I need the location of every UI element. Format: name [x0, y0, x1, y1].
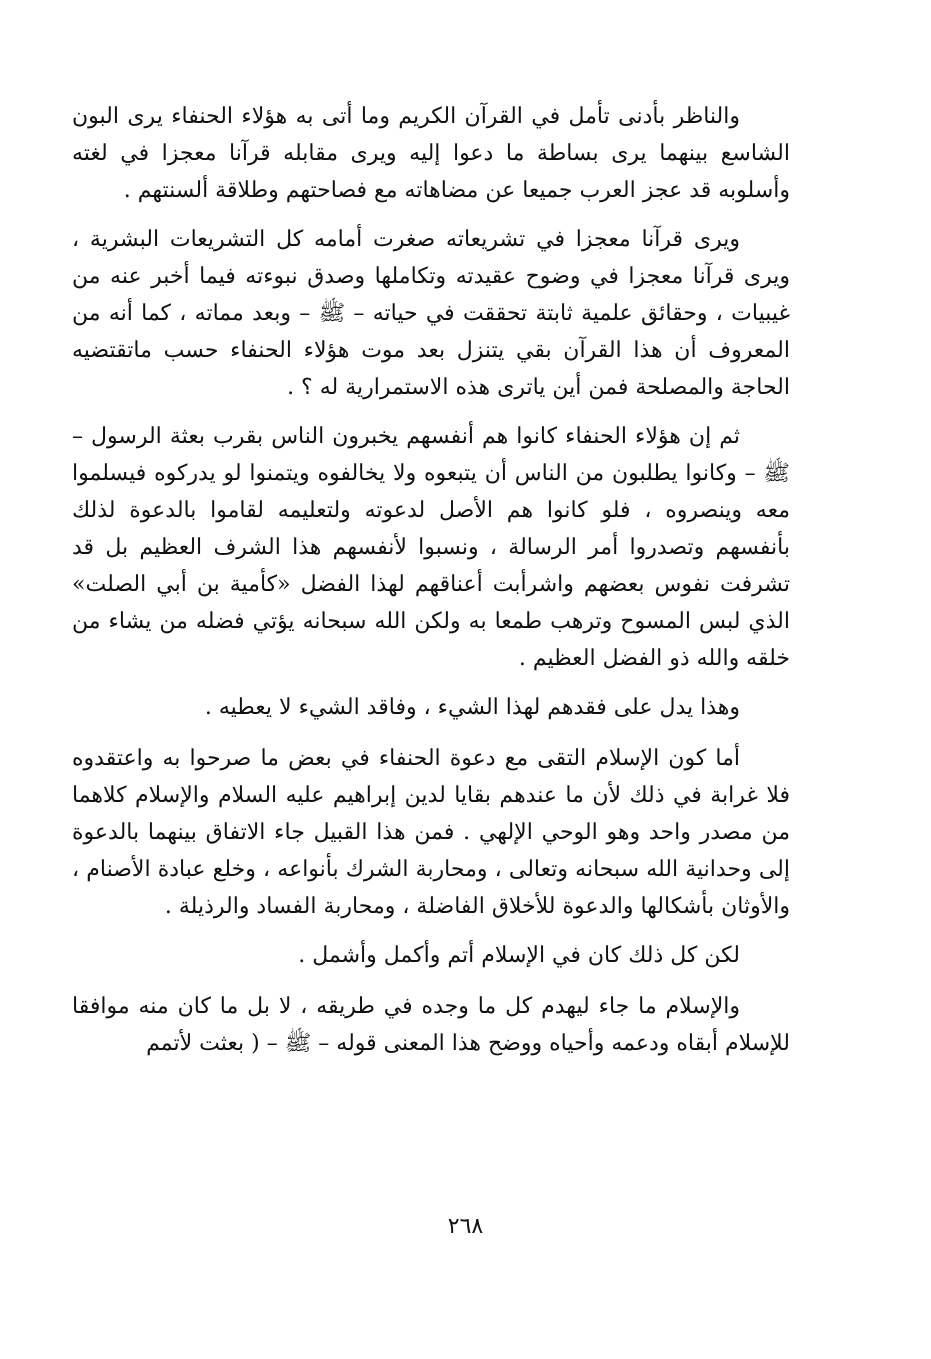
paragraph-4: وهذا يدل على فقدهم لهذا الشيء ، وفاقد الشيء لا يعطيه . [204, 695, 740, 720]
paragraph-6: لكن كل ذلك كان في الإسلام أتم وأكمل وأشمل . [298, 943, 740, 968]
paragraph-5: أما كون الإسلام التقى مع دعوة الحنفاء في بعض ما صرحوا به واعتقدوه فلا غرابة في ذلك لأن ما عندهم بقايا لدين إبراهيم عليه السلام والإسلام كلاهما من مصدر واحد وهو الوحي الإلهي . فمن هذا القبيل جاء الاتفاق بينهما بالدعوة إلى وحدانية الله سبحانه وتعالى ، ومحاربة الشرك بأنواعه ، وخلع عبادة الأصنام ، والأوثان بأشكالها والدعوة للأخلاق الفاضلة ، ومحاربة الفساد والرذيلة . [72, 746, 790, 919]
paragraph-7: والإسلام ما جاء ليهدم كل ما وجده في طريقه ، لا بل ما كان منه موافقا للإسلام أبقاه ودعمه وأحياه ووضح هذا المعنى قوله – ﷺ – ( بعثت لأتمم [72, 994, 790, 1056]
paragraph-2: ويرى قرآنا معجزا في تشريعاته صغرت أمامه كل التشريعات البشرية ، ويرى قرآنا معجزا في وضوح عقيدته وتكاملها وصدق نبوءته فيما أخبر عنه من غيبيات ، وحقائق علمية ثابتة تحققت في حياته – ﷺ – وبعد مماته ، كما أنه من المعروف أن هذا القرآن بقي يتنزل بعد موت هؤلاء الحنفاء حسب ماتقتضيه الحاجة والمصلحة فمن أين ياترى هذه الاستمرارية له ؟ . [72, 227, 790, 400]
page-body [72, 98, 790, 1074]
page-number: ٢٦٨ [447, 1214, 484, 1239]
paragraph-3: ثم إن هؤلاء الحنفاء كانوا هم أنفسهم يخبرون الناس بقرب بعثة الرسول – ﷺ – وكانوا يطلبون من الناس أن يتبعوه ولا يخالفوه ويتمنوا لو يدركوه فيسلموا معه وينصروه ، فلو كانوا هم الأصل لدعوته ولتعليمه لقاموا بالدعوة لذلك بأنفسهم وتصدروا أمر الرسالة ، ونسبوا لأنفسهم هذا الشرف العظيم بل قد تشرفت نفوس بعضهم واشرأبت أعناقهم لهذا الفضل «كأمية بن أبي الصلت» الذي لبس المسوح وترهب طمعا به ولكن الله سبحانه يؤتي فضله من يشاء من خلقه والله ذو الفضل العظيم . [72, 424, 790, 671]
paragraph-1: والناظر بأدنى تأمل في القرآن الكريم وما أتى به هؤلاء الحنفاء يرى البون الشاسع بينهما يرى بساطة ما دعوا إليه ويرى مقابله قرآنا معجزا في لغته وأسلوبه قد عجز العرب جميعا عن مضاهاته مع فصاحتهم وطلاقة ألسنتهم . [72, 104, 790, 203]
